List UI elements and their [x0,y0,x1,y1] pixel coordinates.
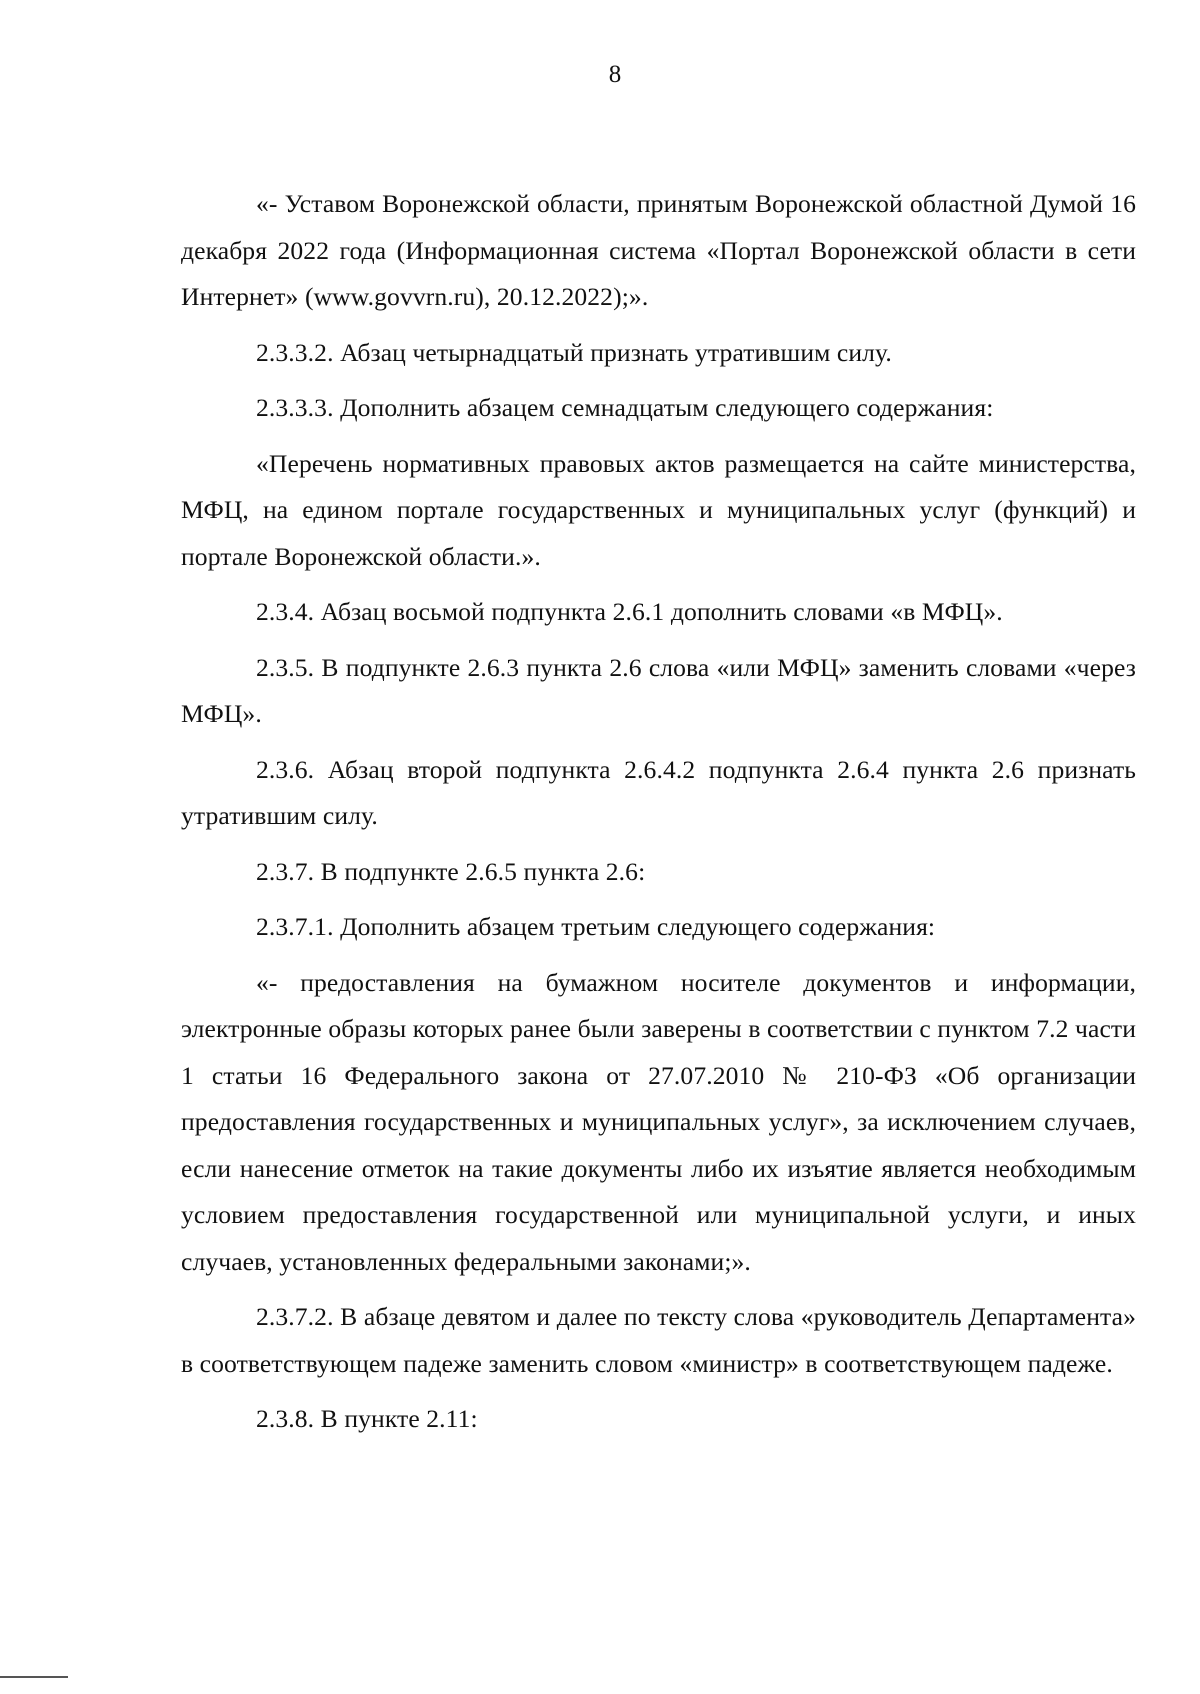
paragraph-2-3-7: 2.3.7. В подпункте 2.6.5 пункта 2.6: [256,856,646,886]
paragraph-2-3-5: 2.3.5. В подпункте 2.6.3 пункта 2.6 слова «или МФЦ» заменить словами «через МФЦ». [181,652,1136,728]
paragraph-2-3-8: 2.3.8. В пункте 2.11: [256,1404,478,1433]
paragraph-paper-documents-clause: «- предоставления на бумажном носителе документов и информации, электронные образы которых ранее были заверены в соответствии с пунктом 7.2 части 1 статьи 16 Федерального закона от 27.07.2010 № 210-ФЗ «Об организации предоставления государственных и муниципальных услуг», за исключением случаев, если нанесение отметок на такие документы либо их изъятие является необходимым условием предоставления государственной или муниципальной услуги, и иных случаев, установленных федеральными законами;». [181,967,1136,1276]
paragraph-2-3-4: 2.3.4. Абзац восьмой подпункта 2.6.1 дополнить словами «в МФЦ». [256,597,1003,626]
paragraph-2-3-7-2: 2.3.7.2. В абзаце девятом и далее по тексту слова «руководитель Департамента» в соответствующем падеже заменить словом «министр» в соответствующем падеже. [181,1302,1136,1378]
paragraph-2-3-3-3: 2.3.3.3. Дополнить абзацем семнадцатым следующего содержания: [256,393,994,422]
paragraph-charter-citation: «- Уставом Воронежской области, принятым Воронежской областной Думой 16 декабря 2022 года (Информационная система «Портал Воронежской области в сети Интернет» (www.govvrn.ru), 20.12.2022);». [181,189,1136,311]
paragraph-2-3-7-1: 2.3.7.1. Дополнить абзацем третьим следующего содержания: [256,912,936,941]
paragraph-regulatory-acts-list: «Перечень нормативных правовых актов размещается на сайте министерства, МФЦ, на едином портале государственных и муниципальных услуг (функций) и портале Воронежской области.». [181,448,1136,571]
scan-edge-mark [0,1676,68,1678]
document-body [181,181,1136,1452]
paragraph-2-3-6: 2.3.6. Абзац второй подпункта 2.6.4.2 подпункта 2.6.4 пункта 2.6 признать утратившим силу. [181,754,1136,830]
page-number: 8 [608,61,622,88]
paragraph-2-3-3-2: 2.3.3.2. Абзац четырнадцатый признать утратившим силу. [256,337,892,367]
